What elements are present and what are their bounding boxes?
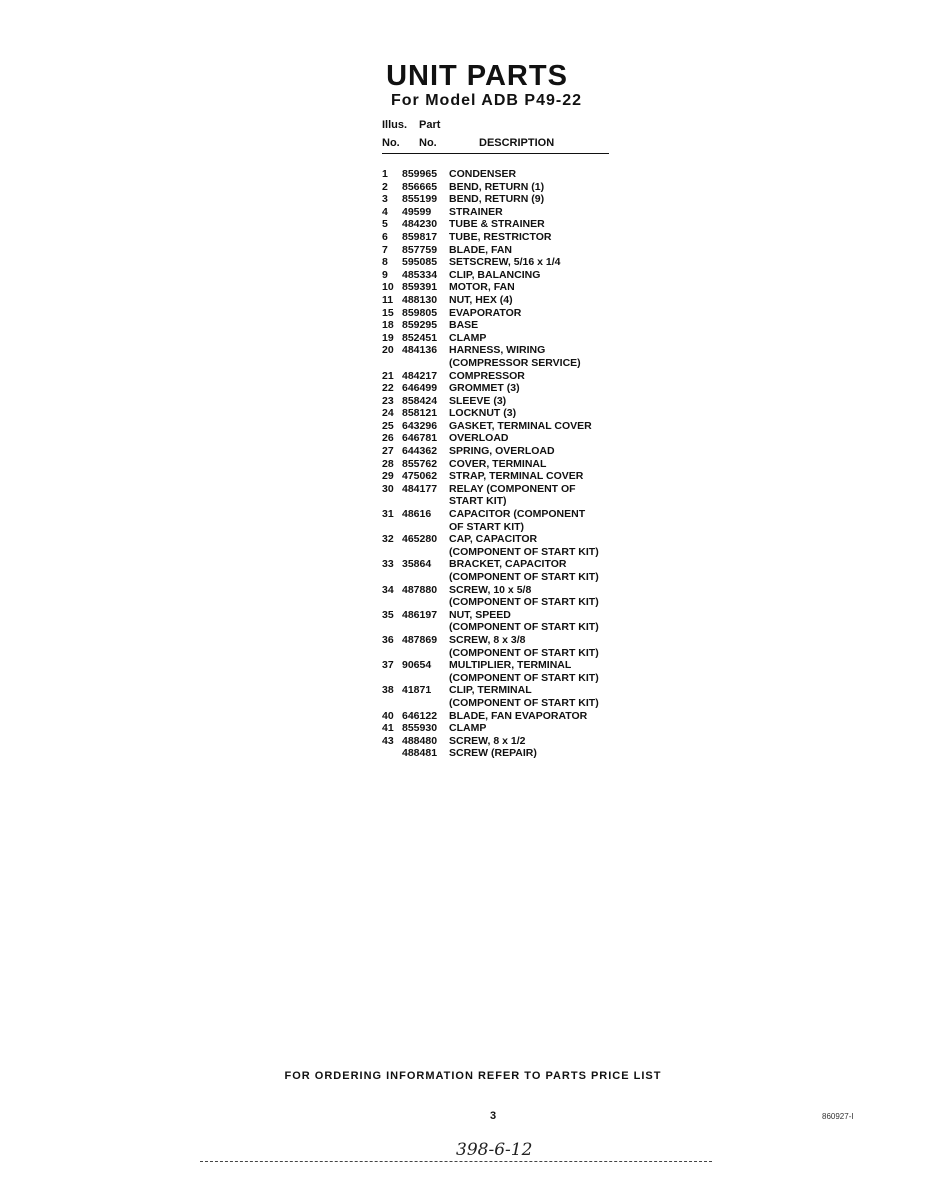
table-row — [382, 168, 622, 181]
header-rule — [382, 153, 609, 154]
part-number: 855762 — [402, 457, 438, 470]
table-row — [382, 218, 622, 231]
part-description — [449, 231, 622, 244]
part-description — [449, 659, 622, 684]
part-number: 859817 — [402, 230, 438, 243]
part-number: 48616 — [402, 508, 432, 521]
part-number: 646781 — [402, 432, 438, 445]
description-line: BASE — [449, 319, 479, 332]
part-description — [449, 206, 622, 219]
part-description — [449, 269, 622, 282]
description-line: (COMPONENT OF START KIT) — [449, 545, 599, 558]
illus-number: 33 — [382, 558, 394, 571]
part-number: 859805 — [402, 306, 438, 319]
table-row — [382, 344, 622, 369]
illus-number: 22 — [382, 382, 394, 395]
part-description — [449, 307, 622, 320]
description-line: LOCKNUT (3) — [449, 407, 517, 420]
part-description — [449, 168, 622, 181]
illus-header-top: Illus. — [382, 119, 408, 131]
handwritten-note: 398-6-12 — [456, 1140, 533, 1160]
description-line: NUT, HEX (4) — [449, 293, 513, 306]
table-row — [382, 395, 622, 408]
table-row — [382, 420, 622, 433]
table-row — [382, 634, 622, 659]
description-line: SETSCREW, 5/16 x 1/4 — [449, 256, 561, 269]
illus-number: 36 — [382, 633, 394, 646]
table-row — [382, 244, 622, 257]
table-row — [382, 710, 622, 723]
document-code: 860927-I — [822, 1112, 854, 1121]
part-description — [449, 533, 622, 558]
table-row — [382, 445, 622, 458]
part-no-header: No. — [419, 137, 437, 149]
illus-number: 26 — [382, 432, 394, 445]
illus-number: 35 — [382, 608, 394, 621]
table-row — [382, 483, 622, 508]
part-number: 855199 — [402, 193, 438, 206]
table-row — [382, 370, 622, 383]
part-description — [449, 256, 622, 269]
part-number: 488480 — [402, 734, 438, 747]
page-title: UNIT PARTS — [386, 60, 568, 92]
part-number: 855930 — [402, 722, 438, 735]
part-description — [449, 458, 622, 471]
description-line: (COMPONENT OF START KIT) — [449, 621, 599, 634]
illus-number: 15 — [382, 306, 394, 319]
illus-number: 29 — [382, 470, 394, 483]
illus-number: 6 — [382, 230, 388, 243]
table-row — [382, 735, 622, 748]
description-line: CLIP, TERMINAL — [449, 684, 532, 697]
page-number: 3 — [490, 1110, 497, 1122]
illus-number: 25 — [382, 419, 394, 432]
part-number: 646122 — [402, 709, 438, 722]
description-line: BRACKET, CAPACITOR — [449, 558, 567, 571]
illus-number: 27 — [382, 445, 394, 458]
description-line: RELAY (COMPONENT OF — [449, 482, 576, 495]
illus-number: 41 — [382, 722, 394, 735]
part-number: 41871 — [402, 684, 432, 697]
part-description — [449, 181, 622, 194]
description-line: HARNESS, WIRING — [449, 344, 546, 357]
table-row — [382, 722, 622, 735]
parts-list — [382, 168, 622, 760]
illus-number: 37 — [382, 659, 394, 672]
illus-number: 28 — [382, 457, 394, 470]
table-row — [382, 319, 622, 332]
part-number: 858424 — [402, 394, 438, 407]
part-description — [449, 193, 622, 206]
part-description — [449, 294, 622, 307]
table-row — [382, 382, 622, 395]
part-header-top: Part — [419, 119, 441, 131]
description-line: BLADE, FAN EVAPORATOR — [449, 709, 588, 722]
illus-number: 3 — [382, 193, 388, 206]
description-line: SCREW, 8 x 3/8 — [449, 633, 526, 646]
description-line: CAPACITOR (COMPONENT — [449, 508, 586, 521]
part-description — [449, 584, 622, 609]
part-number: 484136 — [402, 344, 438, 357]
description-line: COMPRESSOR — [449, 369, 525, 382]
part-number: 643296 — [402, 419, 438, 432]
part-description — [449, 319, 622, 332]
description-line: CONDENSER — [449, 168, 517, 180]
description-line: (COMPONENT OF START KIT) — [449, 671, 599, 684]
description-line: TUBE & STRAINER — [449, 218, 545, 231]
table-row — [382, 407, 622, 420]
illus-number: 10 — [382, 281, 394, 294]
part-number: 488481 — [402, 747, 438, 760]
illus-number: 32 — [382, 533, 394, 546]
table-row — [382, 508, 622, 533]
illus-number: 38 — [382, 684, 394, 697]
table-row — [382, 659, 622, 684]
table-row — [382, 432, 622, 445]
description-line: CLAMP — [449, 722, 487, 735]
description-line: BEND, RETURN (9) — [449, 193, 545, 206]
description-line: (COMPONENT OF START KIT) — [449, 596, 599, 609]
table-row — [382, 294, 622, 307]
part-description — [449, 445, 622, 458]
part-description — [449, 432, 622, 445]
part-description — [449, 420, 622, 433]
description-line: CAP, CAPACITOR — [449, 533, 538, 546]
part-description — [449, 344, 622, 369]
part-number: 646499 — [402, 382, 438, 395]
part-description — [449, 508, 622, 533]
part-description — [449, 558, 622, 583]
description-line: MULTIPLIER, TERMINAL — [449, 659, 572, 672]
illus-number: 20 — [382, 344, 394, 357]
table-row — [382, 332, 622, 345]
illus-number: 43 — [382, 734, 394, 747]
part-description — [449, 684, 622, 709]
part-description — [449, 281, 622, 294]
illus-number: 2 — [382, 180, 388, 193]
ordering-footer: FOR ORDERING INFORMATION REFER TO PARTS PRICE LIST — [284, 1070, 662, 1082]
illus-number: 9 — [382, 268, 388, 281]
illus-number: 21 — [382, 369, 394, 382]
part-description — [449, 382, 622, 395]
part-number: 90654 — [402, 659, 432, 672]
table-row — [382, 269, 622, 282]
part-number: 858121 — [402, 407, 438, 420]
part-number: 486197 — [402, 608, 438, 621]
illus-number: 23 — [382, 394, 394, 407]
part-description — [449, 332, 622, 345]
part-number: 475062 — [402, 470, 438, 483]
description-line: GASKET, TERMINAL COVER — [449, 419, 592, 432]
illus-number: 31 — [382, 508, 394, 521]
table-row — [382, 458, 622, 471]
description-line: (COMPRESSOR SERVICE) — [449, 356, 581, 369]
table-row — [382, 609, 622, 634]
table-row — [382, 206, 622, 219]
illus-number: 5 — [382, 218, 388, 231]
description-header: DESCRIPTION — [479, 137, 555, 149]
part-number: 859965 — [402, 168, 438, 180]
part-number: 484230 — [402, 218, 438, 231]
part-number: 859295 — [402, 319, 438, 332]
table-row — [382, 256, 622, 269]
part-description — [449, 483, 622, 508]
description-line: START KIT) — [449, 495, 507, 508]
part-description — [449, 407, 622, 420]
table-row — [382, 231, 622, 244]
illus-number: 34 — [382, 583, 394, 596]
description-line: OF START KIT) — [449, 520, 525, 533]
bottom-rule — [200, 1161, 712, 1162]
part-number: 644362 — [402, 445, 438, 458]
illus-number: 11 — [382, 293, 394, 306]
table-row — [382, 584, 622, 609]
description-line: SCREW, 10 x 5/8 — [449, 583, 532, 596]
description-line: SPRING, OVERLOAD — [449, 445, 555, 458]
part-description — [449, 710, 622, 723]
description-line: OVERLOAD — [449, 432, 509, 445]
description-line: STRAP, TERMINAL COVER — [449, 470, 584, 483]
part-description — [449, 370, 622, 383]
description-line: CLAMP — [449, 331, 487, 344]
part-number: 487869 — [402, 633, 438, 646]
part-description — [449, 735, 622, 748]
part-number: 488130 — [402, 293, 438, 306]
illus-no-header: No. — [382, 137, 400, 149]
description-line: TUBE, RESTRICTOR — [449, 230, 552, 243]
part-number: 859391 — [402, 281, 438, 294]
table-row — [382, 181, 622, 194]
description-line: STRAINER — [449, 205, 503, 218]
description-line: SCREW (REPAIR) — [449, 747, 537, 760]
description-line: (COMPONENT OF START KIT) — [449, 571, 599, 583]
part-number: 852451 — [402, 331, 438, 344]
part-number: 485334 — [402, 268, 438, 281]
part-number: 49599 — [402, 205, 432, 218]
part-number: 465280 — [402, 533, 438, 546]
description-line: (COMPONENT OF START KIT) — [449, 696, 599, 709]
part-number: 484177 — [402, 482, 438, 495]
table-row — [382, 533, 622, 558]
illus-number: 30 — [382, 482, 394, 495]
part-description — [449, 218, 622, 231]
part-description — [449, 470, 622, 483]
description-line: NUT, SPEED — [449, 608, 511, 621]
description-line: (COMPONENT OF START KIT) — [449, 646, 599, 659]
part-number: 487880 — [402, 583, 438, 596]
description-line: SLEEVE (3) — [449, 394, 507, 407]
table-row — [382, 747, 622, 760]
illus-number: 18 — [382, 319, 394, 332]
part-number: 595085 — [402, 256, 438, 269]
table-row — [382, 470, 622, 483]
part-description — [449, 244, 622, 257]
part-description — [449, 634, 622, 659]
illus-number: 1 — [382, 168, 388, 180]
illus-number: 7 — [382, 243, 388, 256]
part-number: 35864 — [402, 558, 432, 571]
part-number: 856665 — [402, 180, 438, 193]
illus-number: 19 — [382, 331, 394, 344]
illus-number: 8 — [382, 256, 388, 269]
table-row — [382, 307, 622, 320]
description-line: GROMMET (3) — [449, 382, 520, 395]
table-row — [382, 193, 622, 206]
part-number: 857759 — [402, 243, 438, 256]
description-line: COVER, TERMINAL — [449, 457, 547, 470]
table-row — [382, 684, 622, 709]
model-subtitle: For Model ADB P49-22 — [391, 92, 582, 109]
illus-number: 4 — [382, 205, 388, 218]
illus-number: 24 — [382, 407, 394, 420]
illus-number: 40 — [382, 709, 394, 722]
description-line: EVAPORATOR — [449, 306, 522, 319]
part-description — [449, 609, 622, 634]
description-line: BEND, RETURN (1) — [449, 180, 545, 193]
illus-number — [382, 747, 402, 760]
table-row — [382, 281, 622, 294]
description-line: BLADE, FAN — [449, 243, 512, 256]
description-line: MOTOR, FAN — [449, 281, 515, 294]
table-row — [382, 558, 622, 583]
description-line: CLIP, BALANCING — [449, 268, 541, 281]
part-description — [449, 747, 622, 760]
part-number: 484217 — [402, 369, 438, 382]
part-description — [449, 395, 622, 408]
description-line: SCREW, 8 x 1/2 — [449, 734, 526, 747]
part-description — [449, 722, 622, 735]
